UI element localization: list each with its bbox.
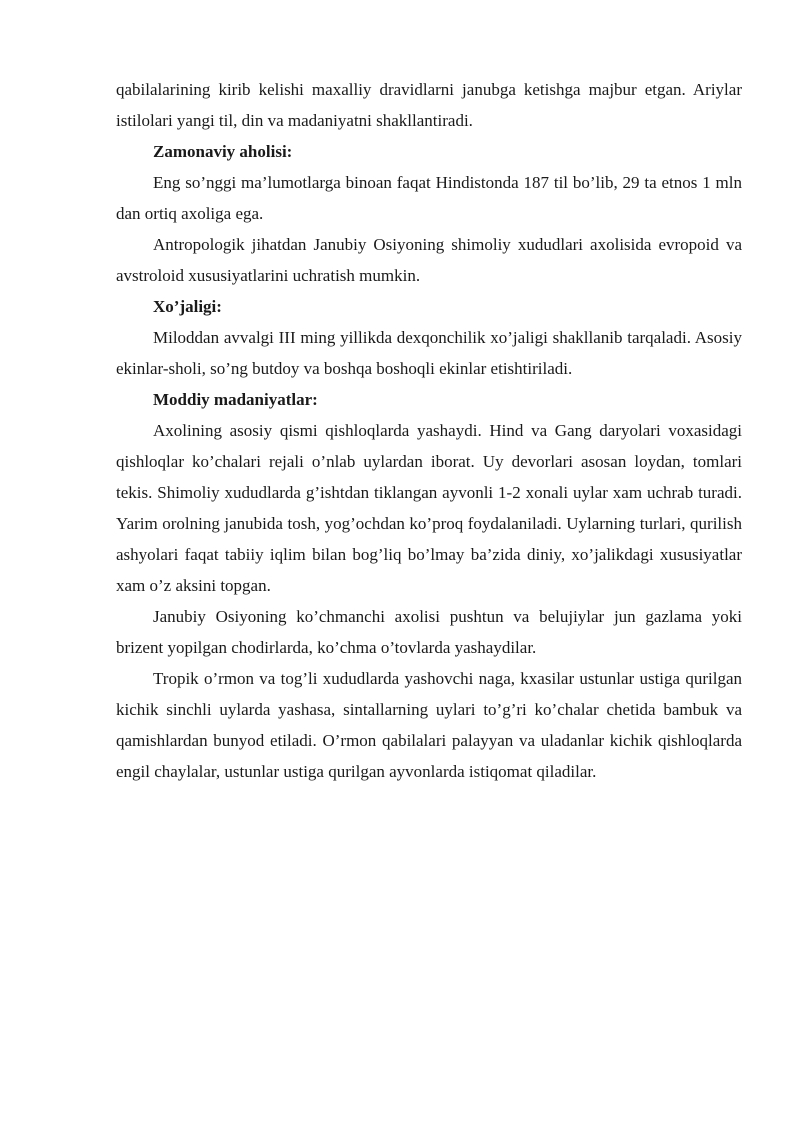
paragraph-continuation: qabilalarining kirib kelishi maxalliy dravidlarni janubga ketishga majbur etgan. Ariylar istilolari yangi til, din va madaniyatni shakllantiradi. — [116, 80, 742, 130]
heading-xojaligi: Xo’jaligi: — [153, 297, 222, 316]
paragraph-forest-tribes: Tropik o’rmon va tog’li xududlarda yashovchi naga, kxasilar ustunlar ustiga qurilgan kichik sinchli uylarda yashasa, sintallarning uylari to’g’ri ko’chalar chetida bambuk va qamishlardan bunyod etiladi. O’rmon qabilalari palayyan va uladanlar kichik qishloqlarda engil chaylalar, ustunlar ustiga qurilgan ayvonlarda istiqomat qiladilar. — [116, 669, 742, 781]
paragraph-nomads: Janubiy Osiyoning ko’chmanchi axolisi pushtun va belujiylar jun gazlama yoki brizent yopilgan chodirlarda, ko’chma o’tovlarda yashaydilar. — [116, 607, 742, 657]
paragraph-anthropology: Antropologik jihatdan Janubiy Osiyoning shimoliy xududlari axolisida evropoid va avstroloid xususiyatlarini uchratish mumkin. — [116, 235, 742, 285]
paragraph-languages: Eng so’nggi ma’lumotlarga binoan faqat Hindistonda 187 til bo’lib, 29 ta etnos 1 mln dan ortiq axoliga ega. — [116, 173, 742, 223]
paragraph-villages: Axolining asosiy qismi qishloqlarda yashaydi. Hind va Gang daryolari voxasidagi qishloqlar ko’chalari rejali o’nlab uylardan iborat. Uy devorlari asosan loydan, tomlari tekis. Shimoliy xududlarda g’ishtdan tiklangan ayvonli 1-2 xonali uylar xam uchrab turadi. Yarim orolning janubida tosh, yog’ochdan ko’proq foydalaniladi. Uylarning turlari, qurilish ashyolari faqat tabiiy iqlim bilan bog’liq bo’lmay ba’zida diniy, xo’jalikdagi xususiyatlar xam o’z aksini topgan. — [116, 421, 742, 595]
heading-moddiy-madaniyatlar: Moddiy madaniyatlar: — [153, 390, 318, 409]
heading-zamonaviy-aholisi: Zamonaviy aholisi: — [153, 142, 293, 161]
document-page — [116, 74, 742, 787]
paragraph-agriculture: Miloddan avvalgi III ming yillikda dexqonchilik xo’jaligi shakllanib tarqaladi. Asosiy ekinlar-sholi, so’ng butdoy va boshqa boshoqli ekinlar etishtiriladi. — [116, 328, 742, 378]
